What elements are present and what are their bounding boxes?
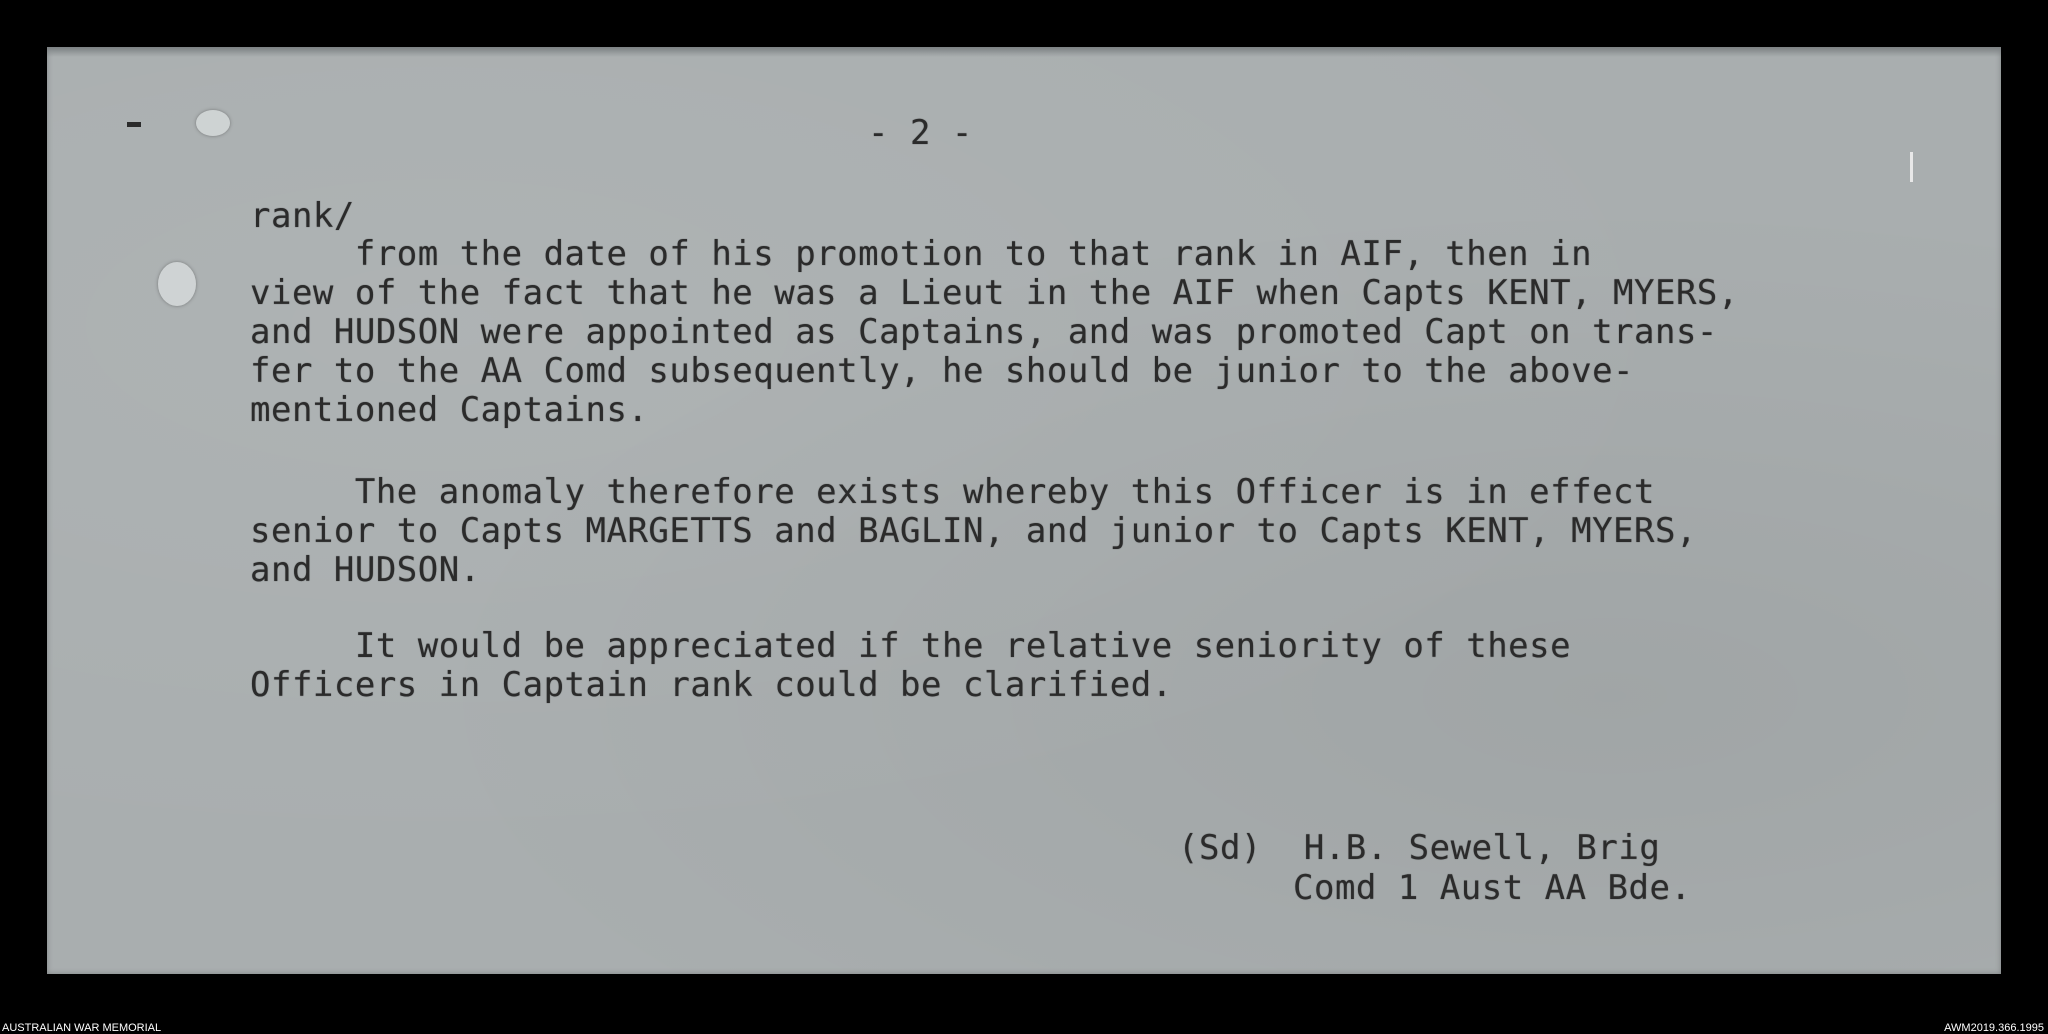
paragraph-1 bbox=[250, 235, 1739, 430]
paragraph-3-line: Officers in Captain rank could be clarified. bbox=[250, 665, 1173, 705]
paragraph-1-line: view of the fact that he was a Lieut in the AIF when Capts KENT, MYERS, bbox=[250, 273, 1739, 313]
page-edge-shadow bbox=[47, 47, 2001, 57]
paragraph-2-line: and HUDSON. bbox=[250, 550, 481, 590]
signature-name: (Sd) H.B. Sewell, Brig bbox=[1178, 828, 1661, 868]
page-number: - 2 - bbox=[868, 113, 973, 153]
footer-accession-number: AWM2019.366.1995 bbox=[1944, 1022, 2044, 1034]
punch-hole-top bbox=[196, 110, 230, 136]
paragraph-2-line: senior to Capts MARGETTS and BAGLIN, and junior to Capts KENT, MYERS, bbox=[250, 511, 1697, 551]
paragraph-3 bbox=[250, 627, 1571, 705]
paragraph-2-line: The anomaly therefore exists whereby this Officer is in effect bbox=[250, 472, 1655, 512]
punch-hole-bottom bbox=[158, 262, 196, 306]
signature-appointment: Comd 1 Aust AA Bde. bbox=[1293, 868, 1692, 908]
margin-mark bbox=[127, 122, 141, 127]
paragraph-1-line: from the date of his promotion to that rank in AIF, then in bbox=[250, 234, 1593, 274]
paragraph-1-line: fer to the AA Comd subsequently, he should be junior to the above- bbox=[250, 351, 1635, 391]
paragraph-3-line: It would be appreciated if the relative seniority of these bbox=[250, 626, 1572, 666]
continuation-word: rank/ bbox=[250, 196, 355, 236]
footer-institution: AUSTRALIAN WAR MEMORIAL bbox=[2, 1022, 162, 1034]
paragraph-2 bbox=[250, 473, 1697, 590]
paragraph-1-line: and HUDSON were appointed as Captains, and was promoted Capt on trans- bbox=[250, 312, 1718, 352]
edge-tear-mark bbox=[1910, 152, 1913, 182]
paragraph-1-line: mentioned Captains. bbox=[250, 390, 649, 430]
